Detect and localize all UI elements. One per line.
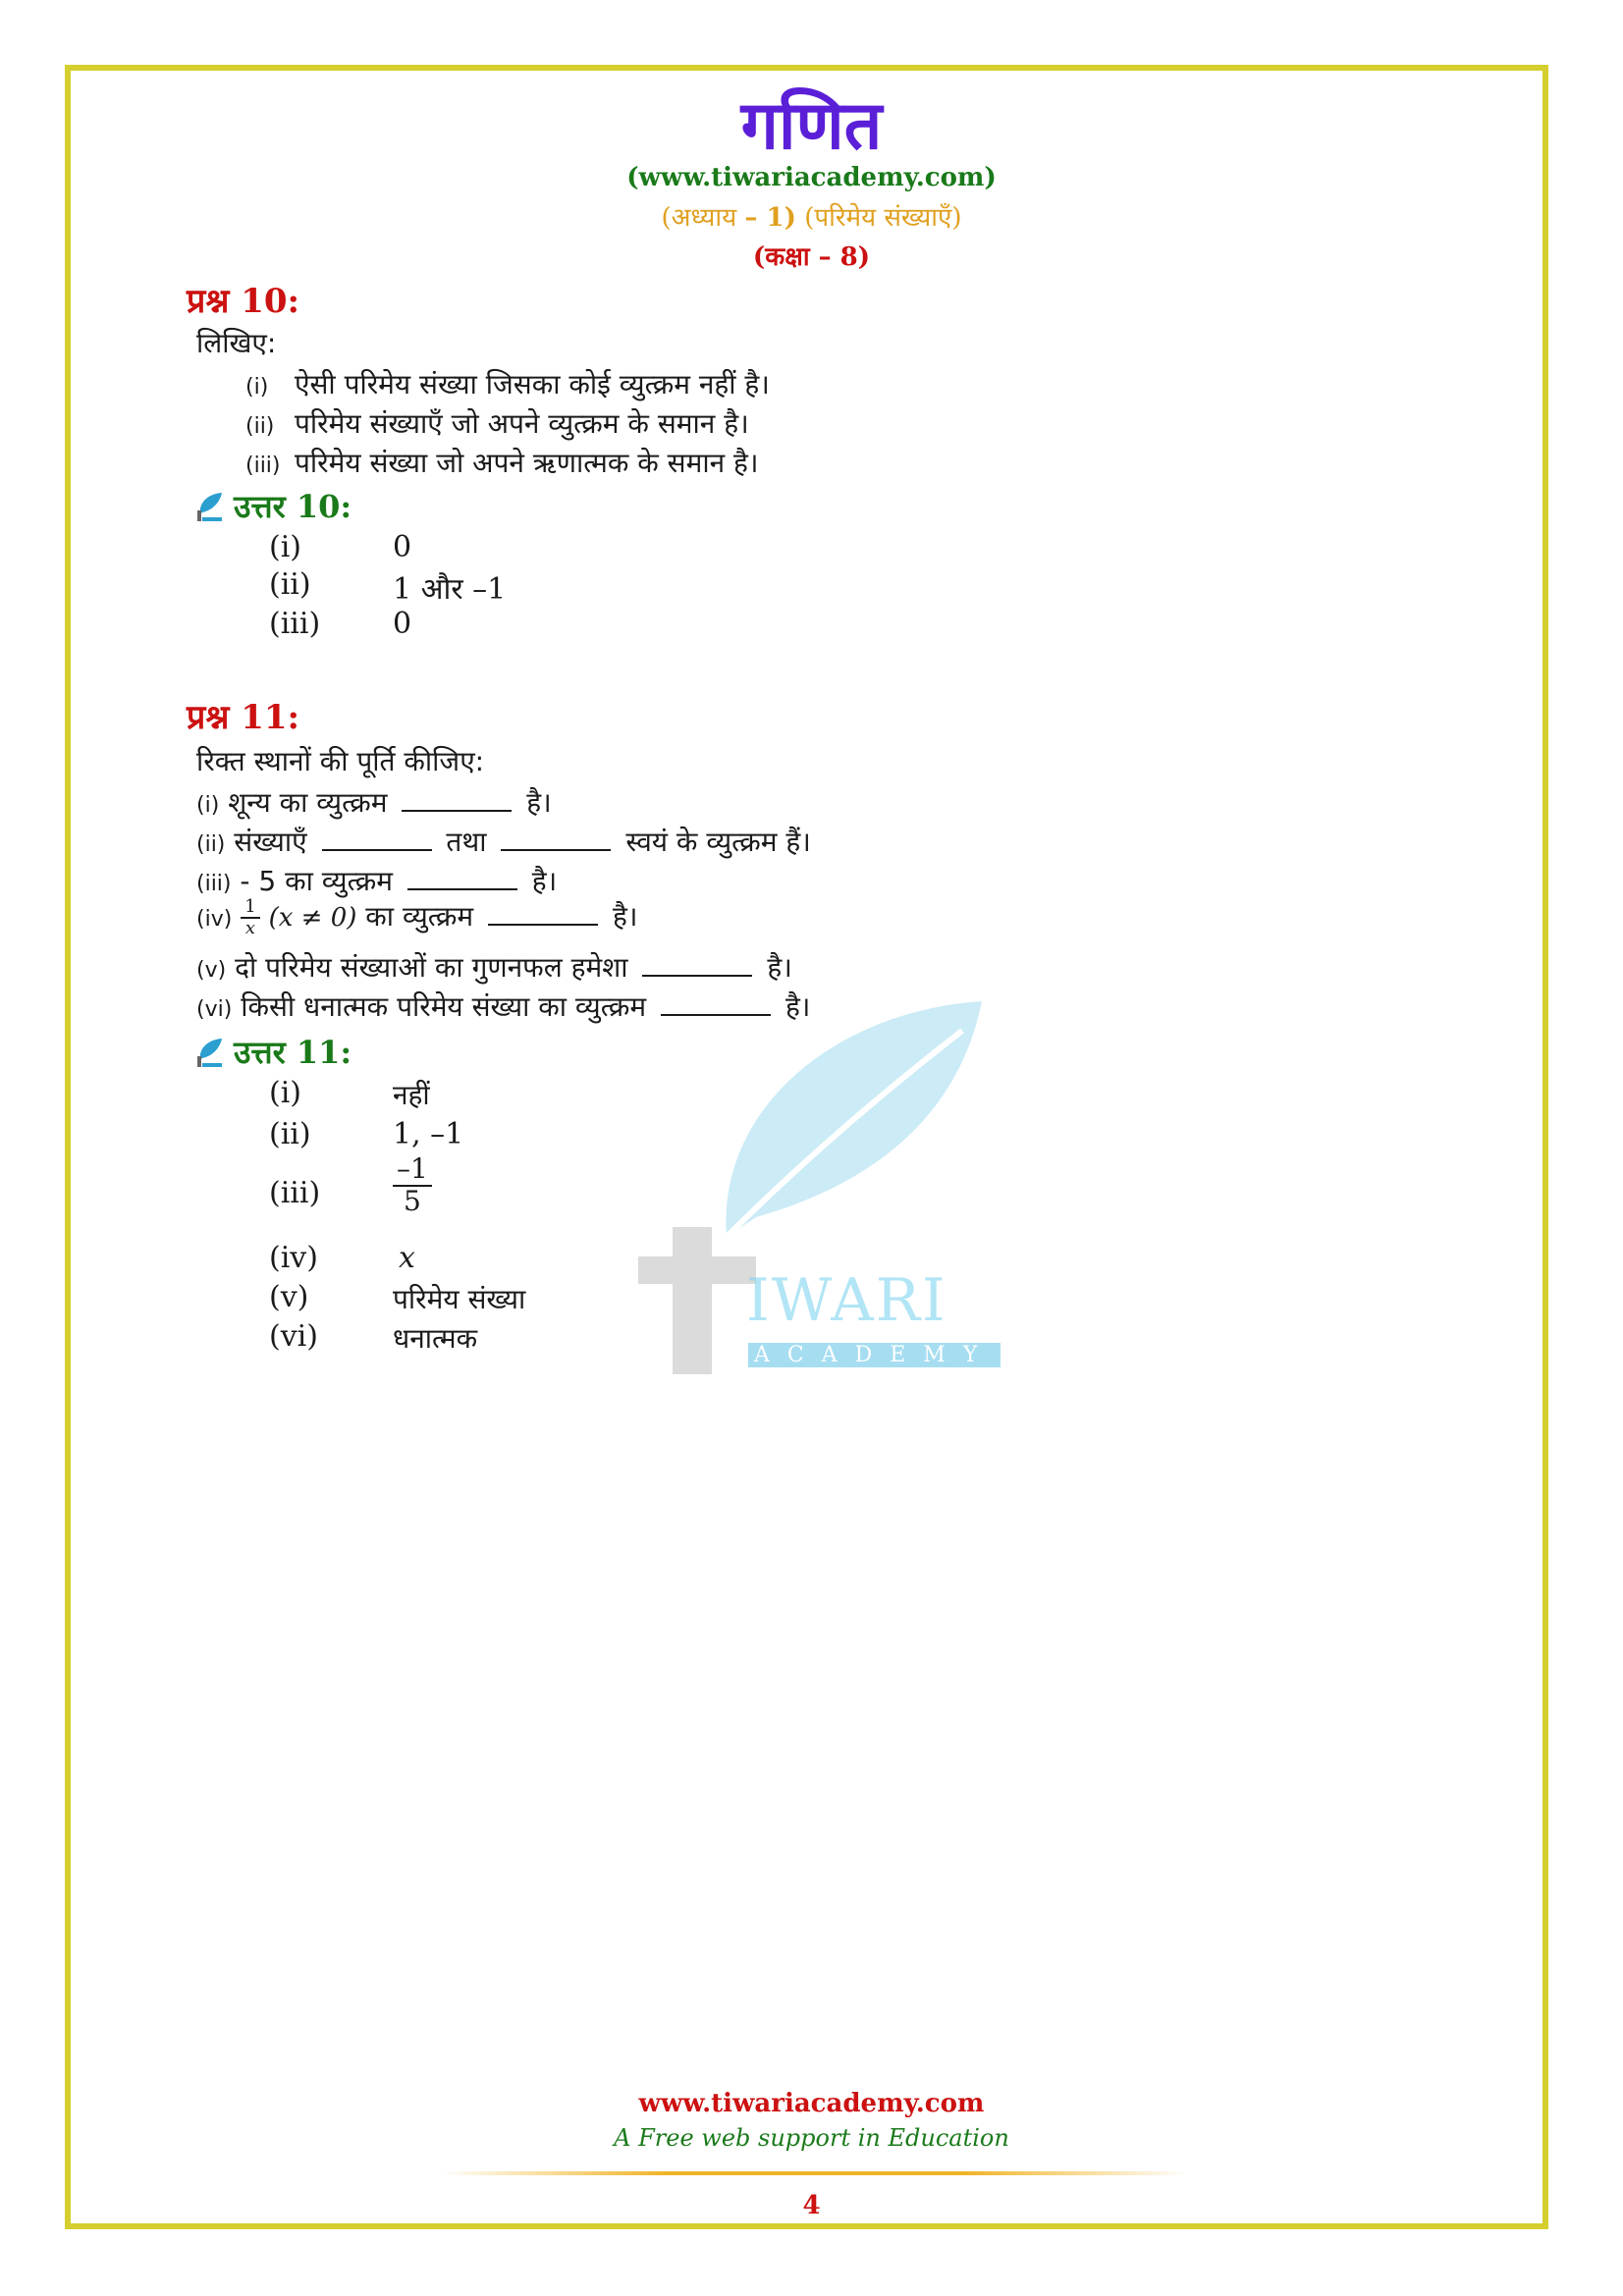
q11-item-end: है। bbox=[784, 990, 811, 1023]
q11-item-text: शून्य का व्युत्क्रम bbox=[228, 786, 388, 819]
a10-row bbox=[0, 607, 884, 646]
chapter-name: (परिमेय संख्याएँ) bbox=[804, 203, 962, 233]
fraction-one-over-x bbox=[241, 897, 259, 938]
a10-row-value: 0 bbox=[393, 530, 412, 564]
a11-row-value: नहीं bbox=[393, 1079, 430, 1111]
q11-item-end: है। bbox=[612, 900, 638, 933]
a10-row bbox=[0, 567, 884, 607]
q10-item bbox=[245, 404, 749, 442]
q11-item-vi bbox=[196, 988, 810, 1025]
a11-row-num: (i) bbox=[269, 1076, 302, 1110]
a11-row-value: परिमेय संख्या bbox=[393, 1283, 526, 1315]
a10-row bbox=[0, 530, 884, 569]
footer-site-link[interactable]: www.tiwariacademy.com bbox=[638, 2089, 985, 2118]
q11-item-num: (iii) bbox=[196, 872, 232, 896]
fill-blank bbox=[488, 900, 598, 926]
question-11-heading: प्रश्न 11: bbox=[187, 698, 300, 737]
q10-prompt: लिखिए: bbox=[196, 327, 277, 359]
answer-10-heading bbox=[194, 485, 352, 527]
fill-blank bbox=[661, 990, 771, 1016]
header-site: (www.tiwariacademy.com) bbox=[626, 163, 997, 192]
a11-row-value: x bbox=[399, 1241, 415, 1275]
q11-item-text: - 5 का व्युत्क्रम bbox=[240, 865, 393, 897]
tiwari-leaf-icon bbox=[194, 1037, 224, 1068]
a11-row bbox=[0, 1241, 884, 1280]
fill-blank bbox=[642, 951, 752, 977]
q11-item-text: दो परिमेय संख्याओं का गुणनफल हमेशा bbox=[235, 951, 628, 984]
q10-item-num: (ii) bbox=[245, 414, 275, 439]
footer-tagline: A Free web support in Education bbox=[614, 2124, 1009, 2152]
a11-row bbox=[0, 1319, 884, 1359]
q11-item-end: है। bbox=[531, 865, 558, 897]
a10-row-num: (ii) bbox=[269, 567, 311, 602]
q11-item-text: किसी धनात्मक परिमेय संख्या का व्युत्क्रम bbox=[241, 990, 647, 1023]
a11-row bbox=[0, 1280, 884, 1319]
q11-item-text: तथा bbox=[446, 826, 487, 858]
fraction-denominator: 5 bbox=[404, 1184, 421, 1217]
answer-11-heading bbox=[194, 1031, 352, 1073]
q11-prompt: रिक्त स्थानों की पूर्ति कीजिए: bbox=[196, 745, 485, 777]
page-title: गणित bbox=[740, 87, 883, 165]
q11-item-num: (vi) bbox=[196, 997, 233, 1022]
chapter-line bbox=[0, 198, 1623, 234]
q11-item-end: है। bbox=[767, 951, 792, 984]
answer-10-label: उत्तर 10: bbox=[234, 488, 352, 525]
a10-row-value: 1 और –1 bbox=[393, 572, 507, 607]
q11-item-num: (iv) bbox=[196, 907, 233, 932]
q10-item-num: (iii) bbox=[245, 454, 281, 478]
answer-11-label: उत्तर 11: bbox=[234, 1034, 352, 1071]
footer-divider bbox=[442, 2171, 1188, 2175]
watermark-name: IWARI bbox=[746, 1266, 947, 1335]
q11-item-num: (ii) bbox=[196, 832, 226, 857]
a11-row bbox=[0, 1154, 884, 1237]
a10-row-num: (i) bbox=[269, 530, 302, 564]
a11-row-value: धनात्मक bbox=[393, 1322, 478, 1355]
a11-row-value: 1, –1 bbox=[393, 1117, 464, 1151]
page-number: 4 bbox=[802, 2191, 821, 2220]
q11-item-text: का व्युत्क्रम bbox=[365, 900, 474, 933]
q11-item-num: (i) bbox=[196, 793, 220, 818]
fill-blank bbox=[402, 786, 512, 812]
fraction-minus-one-fifth bbox=[393, 1154, 432, 1217]
a11-row-num: (v) bbox=[269, 1280, 309, 1314]
a11-row bbox=[0, 1076, 884, 1115]
fill-blank bbox=[501, 826, 611, 851]
class-label: (कक्षा – 8) bbox=[752, 242, 871, 272]
q10-item bbox=[245, 444, 759, 481]
condition: (x ≠ 0) bbox=[268, 903, 357, 933]
a11-row-num: (ii) bbox=[269, 1117, 311, 1151]
fraction-numerator: 1 bbox=[241, 897, 259, 919]
q11-item-ii bbox=[196, 823, 811, 860]
q11-item-iii bbox=[196, 862, 557, 899]
q11-item-end: स्वयं के व्युत्क्रम हैं। bbox=[625, 826, 811, 858]
a11-row-num: (iii) bbox=[269, 1176, 321, 1210]
q11-item-iv bbox=[196, 897, 637, 938]
q11-item-i bbox=[196, 783, 552, 821]
fill-blank bbox=[322, 826, 432, 851]
q10-item-text: ऐसी परिमेय संख्या जिसका कोई व्युत्क्रम नहीं है। bbox=[295, 368, 770, 400]
watermark-sub: ACADEMY bbox=[748, 1343, 1001, 1367]
q10-item-text: परिमेय संख्या जो अपने ऋणात्मक के समान है। bbox=[295, 447, 759, 479]
q11-item-text: संख्याएँ bbox=[234, 826, 307, 858]
chapter-number: – 1) bbox=[744, 203, 796, 233]
fraction-numerator: –1 bbox=[393, 1154, 432, 1187]
q11-item-end: है। bbox=[526, 786, 552, 819]
a11-row bbox=[0, 1117, 884, 1156]
tiwari-leaf-icon bbox=[194, 491, 224, 522]
fill-blank bbox=[407, 865, 517, 890]
fraction-denominator: x bbox=[244, 918, 256, 938]
q10-item-text: परिमेय संख्याएँ जो अपने व्युत्क्रम के समान है। bbox=[295, 407, 749, 440]
q11-item-v bbox=[196, 948, 792, 986]
q10-item bbox=[245, 365, 770, 402]
q11-item-num: (v) bbox=[196, 958, 227, 983]
a11-row-num: (vi) bbox=[269, 1319, 318, 1354]
a10-row-value: 0 bbox=[393, 607, 412, 641]
question-10-heading: प्रश्न 10: bbox=[187, 282, 300, 321]
chapter-prefix: (अध्याय bbox=[661, 203, 737, 233]
q10-item-num: (i) bbox=[245, 375, 269, 400]
a11-row-num: (iv) bbox=[269, 1241, 318, 1275]
a10-row-num: (iii) bbox=[269, 607, 321, 641]
